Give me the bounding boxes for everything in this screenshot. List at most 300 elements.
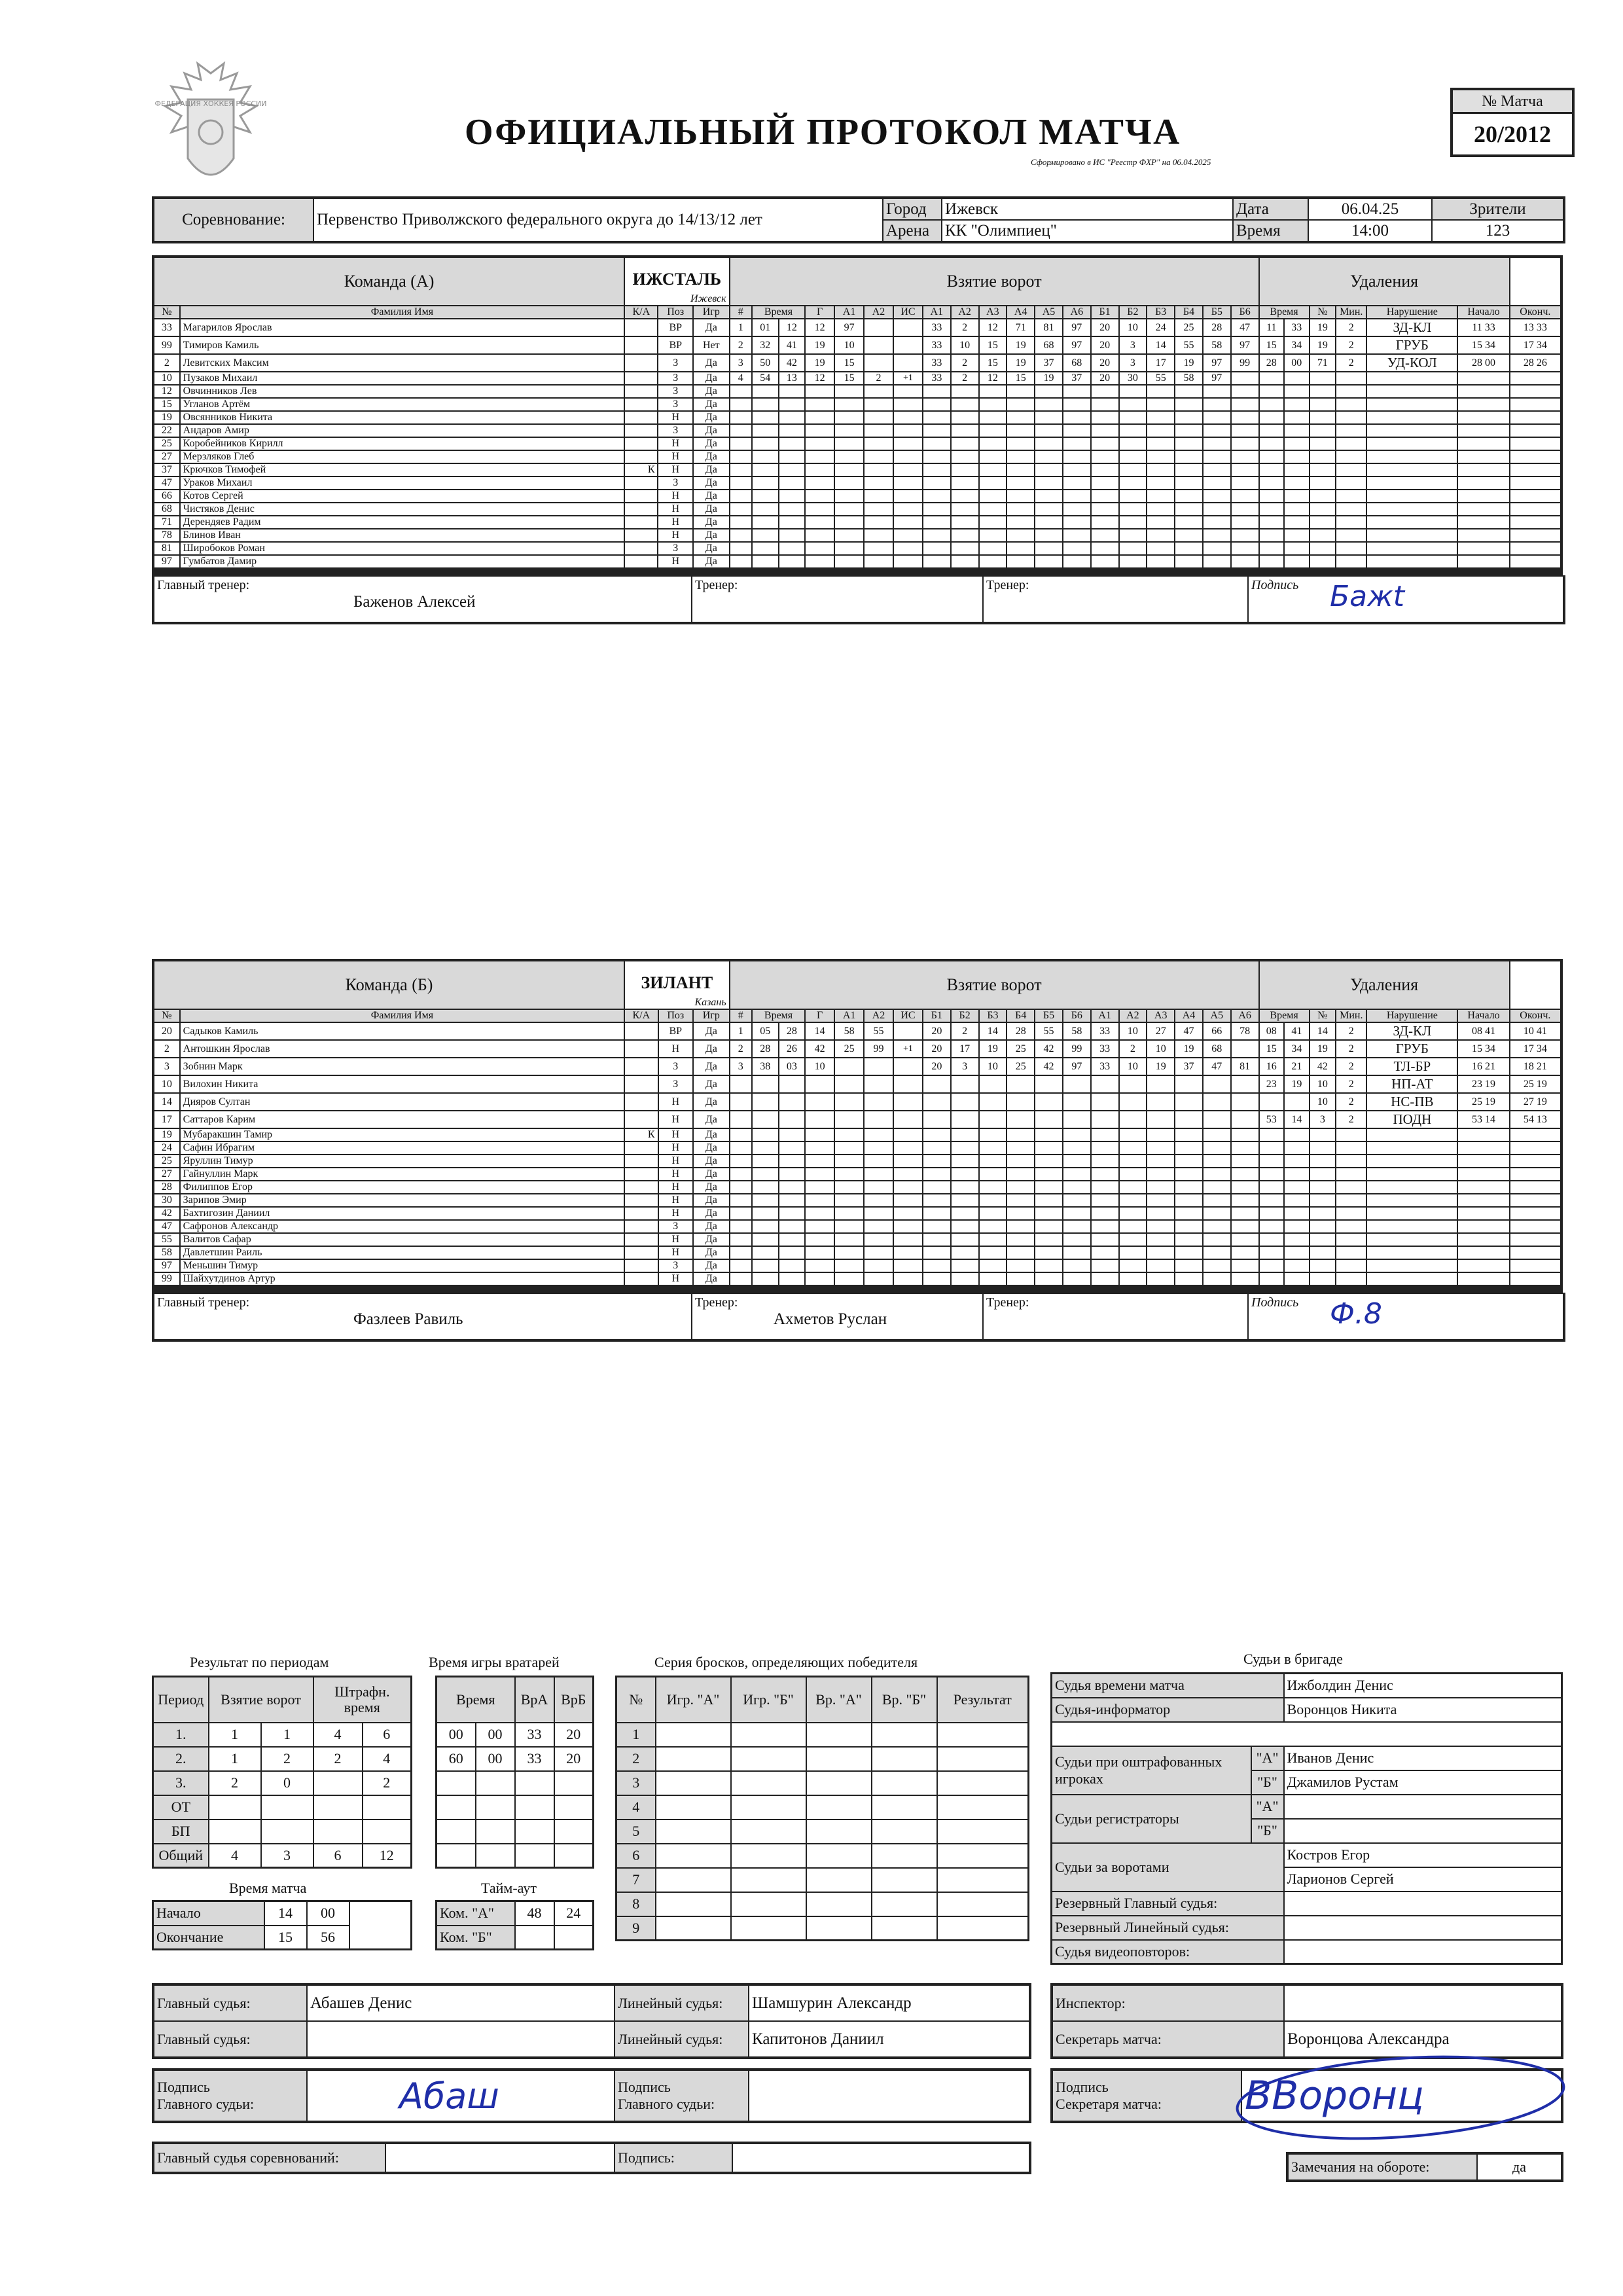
goal-cell (1007, 1155, 1035, 1168)
goal-cell (779, 1289, 806, 1291)
goalie-cell (554, 1771, 594, 1795)
period-cell (313, 1771, 363, 1795)
penalty-cell (1366, 555, 1457, 568)
player-number: 2 (153, 354, 180, 372)
goal-cell: 03 (779, 1058, 806, 1075)
goal-cell (1063, 1207, 1091, 1220)
goal-cell (1063, 385, 1091, 398)
periods-h-period: Период (153, 1677, 209, 1723)
goal-cell (730, 1289, 752, 1291)
goal-cell (1147, 424, 1175, 437)
penalty-cell (1510, 555, 1561, 568)
shootout-cell (806, 1844, 872, 1868)
goal-cell (779, 1207, 806, 1220)
goal-cell: 30 (1119, 372, 1147, 385)
penalty-cell: ТЛ-БР (1366, 1058, 1457, 1075)
goal-cell: 3 (1119, 336, 1147, 354)
periods-h-pen: Штрафн. время (313, 1677, 412, 1723)
goal-cell (1203, 1259, 1231, 1272)
team_b-col-header: Б1 (923, 1009, 951, 1022)
penalty-cell (1366, 463, 1457, 476)
penalty-cell (1457, 1272, 1509, 1285)
goal-cell (1175, 385, 1203, 398)
team_a-head-coach-cell (153, 576, 692, 623)
player-name: Зарипов Эмир (180, 1194, 624, 1207)
player-played: Да (693, 398, 730, 411)
period-cell: 3. (153, 1771, 209, 1795)
timeout-title: Тайм-аут (481, 1880, 537, 1896)
player-name: Сафронов Александр (180, 1220, 624, 1233)
goal-cell (1035, 1093, 1063, 1111)
player-pos: Н (658, 1194, 694, 1207)
player-played: Да (693, 1168, 730, 1181)
player-name: Угланов Артём (180, 398, 624, 411)
penalty-cell (1284, 1289, 1310, 1291)
goalie-cell (515, 1771, 554, 1795)
shootout-h-num: № (616, 1677, 656, 1723)
goal-cell: 2 (951, 354, 979, 372)
penalty-cell (1284, 1168, 1310, 1181)
penalty-cell (1284, 1220, 1310, 1233)
goal-cell (1147, 1220, 1175, 1233)
goal-cell (730, 1194, 752, 1207)
team_a-pen-title: Удаления (1259, 257, 1510, 306)
penalty-cell (1284, 529, 1310, 542)
goal-cell (805, 529, 834, 542)
player-number: 10 (153, 372, 180, 385)
goal-cell (1035, 450, 1063, 463)
penalty-cell (1366, 1259, 1457, 1272)
penalty-cell (1310, 450, 1336, 463)
goal-cell (1007, 503, 1035, 516)
goal-cell (1035, 1155, 1063, 1168)
player-name: Чистяков Денис (180, 503, 624, 516)
goal-cell (864, 336, 893, 354)
goalie-h-b: ВрБ (554, 1677, 594, 1723)
team_a-name: ИЖСТАЛЬ (632, 270, 722, 289)
goal-cell: 12 (805, 319, 834, 336)
goal-cell (1007, 424, 1035, 437)
team_b-row (153, 1207, 1561, 1220)
goal-cell (1147, 1168, 1175, 1181)
team_b-col-header: Время (1259, 1009, 1310, 1022)
goal-cell (1147, 463, 1175, 476)
goal-cell (1119, 1155, 1147, 1168)
goal-cell (1175, 1272, 1203, 1285)
penalty-cell (1457, 1207, 1509, 1220)
goal-cell (1091, 1272, 1119, 1285)
goal-cell (1231, 1155, 1259, 1168)
goal-cell (1063, 450, 1091, 463)
goal-cell (893, 336, 923, 354)
penalty-cell (1284, 1259, 1310, 1272)
team_b-col-header: Б4 (1007, 1009, 1035, 1022)
team_b-col-header: Игр (693, 1009, 730, 1022)
goal-cell (1007, 1181, 1035, 1194)
goal-cell (752, 1111, 779, 1128)
goal-cell (1091, 1289, 1119, 1291)
player-name: Шайхутдинов Артур (180, 1272, 624, 1285)
penalty-cell (1457, 372, 1509, 385)
penalty-cell (1366, 385, 1457, 398)
goal-cell (979, 1194, 1007, 1207)
player-number: 25 (153, 1155, 180, 1168)
team_a-col-header: Поз (658, 306, 693, 319)
period-cell: 1 (261, 1723, 313, 1747)
goal-cell: 20 (1091, 372, 1119, 385)
timeout-table (435, 1900, 594, 1950)
player-pos: Н (658, 1246, 694, 1259)
shootout-cell (937, 1795, 1029, 1820)
res-line-label: Резервный Линейный судья: (1052, 1916, 1284, 1940)
penalty-cell (1510, 490, 1561, 503)
goal-cell (805, 1181, 834, 1194)
penalty-cell (1336, 463, 1366, 476)
goal-cell (834, 424, 864, 437)
player-pos: Н (658, 1040, 694, 1058)
team_a-col-header: Время (752, 306, 805, 319)
player-number: 14 (153, 1093, 180, 1111)
period-cell: 2 (313, 1747, 363, 1771)
shootout-row (616, 1844, 1029, 1868)
goal-cell (1035, 411, 1063, 424)
penalty-cell (1457, 1220, 1509, 1233)
shootout-num: 5 (616, 1820, 656, 1844)
goal-cell: 55 (1175, 336, 1203, 354)
goal-cell (1119, 1181, 1147, 1194)
goal-cell (1063, 542, 1091, 555)
player-number: 97 (153, 555, 180, 568)
goal-cell (752, 385, 779, 398)
goalie-row (437, 1771, 594, 1795)
goal-cell (923, 516, 951, 529)
goal-cell (893, 1058, 923, 1075)
goal-cell (1147, 572, 1175, 574)
player-played: Да (693, 1181, 730, 1194)
penalty-cell (1284, 572, 1310, 574)
player-pos: Н (658, 1168, 694, 1181)
shootout-cell (937, 1820, 1029, 1844)
goal-cell (1175, 1194, 1203, 1207)
team_b-row (153, 1246, 1561, 1259)
goal-cell (923, 385, 951, 398)
goal-cell: 20 (923, 1058, 951, 1075)
penalty-cell: 53 (1259, 1111, 1285, 1128)
goal-cell (805, 1259, 834, 1272)
player-name: Широбоков Роман (180, 542, 624, 555)
player-played: Да (693, 529, 730, 542)
penalty-cell (1366, 503, 1457, 516)
goal-cell (979, 437, 1007, 450)
goal-cell (923, 437, 951, 450)
penalty-cell (1284, 1246, 1310, 1259)
player-pos: Н (658, 1233, 694, 1246)
penalty-cell (1510, 542, 1561, 555)
player-ka (624, 385, 658, 398)
player-number: 27 (153, 1168, 180, 1181)
team_b-row (153, 1040, 1561, 1058)
goal-cell (893, 572, 923, 574)
goal-cell (923, 463, 951, 476)
team_a-row (153, 529, 1561, 542)
penalty-cell: 28 26 (1510, 354, 1561, 372)
goal-cell (834, 503, 864, 516)
goal-cell (1203, 385, 1231, 398)
goalie-cell (515, 1820, 554, 1844)
team_a-head-coach: Баженов Алексей (353, 593, 476, 611)
goal-cell (1147, 1155, 1175, 1168)
player-ka: К (624, 463, 658, 476)
goal-cell (864, 555, 893, 568)
goal-cell (864, 1246, 893, 1259)
team_b-col-header: Б3 (979, 1009, 1007, 1022)
goal-cell (1175, 411, 1203, 424)
goal-cell: 10 (1119, 1022, 1147, 1040)
goal-cell (951, 529, 979, 542)
penalty-cell: 17 34 (1510, 336, 1561, 354)
goal-cell (805, 542, 834, 555)
goal-cell: 37 (1175, 1058, 1203, 1075)
penalty-cell: 13 33 (1510, 319, 1561, 336)
team_a-col-header: # (730, 306, 752, 319)
goal-cell: 55 (1035, 1022, 1063, 1040)
goal-cell (1147, 411, 1175, 424)
goal-cell (834, 1233, 864, 1246)
team_b-row (153, 1141, 1561, 1155)
penalty-cell (1336, 1220, 1366, 1233)
goal-cell (893, 1233, 923, 1246)
goal-cell (730, 516, 752, 529)
goal-cell (951, 424, 979, 437)
penalty-cell (1510, 572, 1561, 574)
goal-cell (893, 319, 923, 336)
goal-cell (1119, 1289, 1147, 1291)
goal-cell (979, 1259, 1007, 1272)
player-name: Мерзляков Глеб (180, 450, 624, 463)
goal-cell (1063, 1246, 1091, 1259)
goal-cell (779, 437, 806, 450)
goal-cell: 19 (1035, 372, 1063, 385)
player-ka (624, 1040, 658, 1058)
goal-cell (834, 1207, 864, 1220)
player-played: Да (693, 1272, 730, 1285)
penalty-cell: 27 19 (1510, 1093, 1561, 1111)
penalty-cell (1284, 411, 1310, 424)
goal-cell (1035, 1111, 1063, 1128)
goal-cell (834, 463, 864, 476)
penalty-cell (1310, 1168, 1336, 1181)
goalie-cell: 00 (476, 1747, 515, 1771)
penalty-cell (1510, 1141, 1561, 1155)
goal-cell (864, 450, 893, 463)
goal-cell (1063, 1141, 1091, 1155)
team_b-row (153, 1111, 1561, 1128)
goal-cell (893, 1168, 923, 1181)
penalty-cell (1366, 1207, 1457, 1220)
goal-cell (1035, 1128, 1063, 1141)
team_b-signature: Ф.8 (1330, 1297, 1382, 1331)
goal-cell (1091, 572, 1119, 574)
penalty-cell: 42 (1310, 1058, 1336, 1075)
penalty-cell: 19 (1284, 1075, 1310, 1093)
goal-cell (1231, 1128, 1259, 1141)
goal-cell (834, 476, 864, 490)
player-ka (624, 1022, 658, 1040)
penalty-cell (1310, 572, 1336, 574)
goal-cell: 50 (752, 354, 779, 372)
player-pos: Н (658, 1272, 694, 1285)
goal-cell: 42 (805, 1040, 834, 1058)
shootout-cell (731, 1771, 806, 1795)
goal-cell (951, 1168, 979, 1181)
penalty-cell (1457, 463, 1509, 476)
shootout-num: 9 (616, 1916, 656, 1941)
team_a-row (153, 398, 1561, 411)
player-name: Мубаракшин Тамир (180, 1128, 624, 1141)
goal-cell (1091, 1194, 1119, 1207)
shootout-num: 7 (616, 1868, 656, 1892)
goal-cell (1147, 1128, 1175, 1141)
goal-cell (805, 463, 834, 476)
team_a-col-header: № (1310, 306, 1336, 319)
goal-cell (730, 424, 752, 437)
penalty-cell (1366, 572, 1457, 574)
penalty-cell (1259, 385, 1285, 398)
goal-cell (779, 398, 806, 411)
goal-cell: 10 (1119, 1058, 1147, 1075)
goal-cell (979, 1233, 1007, 1246)
goal-cell (834, 411, 864, 424)
goal-cell (834, 1272, 864, 1285)
player-ka (624, 398, 658, 411)
goalie-cell: 00 (437, 1723, 476, 1747)
goal-judges-label: Судьи за воротами (1052, 1843, 1284, 1892)
penalty-cell (1284, 503, 1310, 516)
goal-cell (1091, 1181, 1119, 1194)
penalty-cell (1259, 463, 1285, 476)
team-a-section (152, 255, 1565, 624)
team_b-col-header: Б5 (1035, 1009, 1063, 1022)
goal-cell (864, 398, 893, 411)
player-played: Да (693, 476, 730, 490)
goal-cell (730, 1272, 752, 1285)
goal-cell (1035, 424, 1063, 437)
goal-cell (779, 1128, 806, 1141)
goal-cell: 2 (951, 1022, 979, 1040)
player-ka (624, 1220, 658, 1233)
goal-cell (1091, 1141, 1119, 1155)
goal-cell (893, 1246, 923, 1259)
goal-cell (752, 424, 779, 437)
shootout-num: 6 (616, 1844, 656, 1868)
goal-cell (730, 385, 752, 398)
team_b-row (153, 1058, 1561, 1075)
goal-cell: 58 (1063, 1022, 1091, 1040)
video-label: Судья видеоповторов: (1052, 1940, 1284, 1964)
team_a-col-header: ИС (893, 306, 923, 319)
goal-cell (1007, 555, 1035, 568)
goal-cell (1007, 1259, 1035, 1272)
player-number: 2 (153, 1040, 180, 1058)
goal-cell: 15 (979, 336, 1007, 354)
goal-cell (779, 1111, 806, 1128)
goal-cell (864, 1058, 893, 1075)
goal-cell (1231, 1075, 1259, 1093)
player-played: Да (693, 503, 730, 516)
goal-cell: 27 (1147, 1022, 1175, 1040)
player-number: 17 (153, 1111, 180, 1128)
player-name: Гайнуллин Марк (180, 1168, 624, 1181)
goal-cell (805, 1272, 834, 1285)
goal-cell (730, 411, 752, 424)
goal-cell (979, 1289, 1007, 1291)
goal-cell (1035, 1075, 1063, 1093)
team_a-col-header: Мин. (1336, 306, 1366, 319)
periods-h-goals: Взятие ворот (209, 1677, 313, 1723)
goal-cell (779, 1181, 806, 1194)
shootout-cell (656, 1820, 731, 1844)
goal-cell (1175, 1141, 1203, 1155)
period-cell: 2 (261, 1747, 313, 1771)
player-number: 10 (153, 1075, 180, 1093)
penalty-cell (1366, 1272, 1457, 1285)
arena-label: Арена (883, 220, 942, 242)
player-played: Да (693, 424, 730, 437)
shootout-row (616, 1795, 1029, 1820)
penalty-cell: 15 34 (1457, 336, 1509, 354)
player-played: Да (693, 1220, 730, 1233)
goal-cell (1203, 572, 1231, 574)
goal-cell: 33 (1091, 1022, 1119, 1040)
goal-cell (1063, 1155, 1091, 1168)
goal-cell (779, 1246, 806, 1259)
goal-cell (979, 529, 1007, 542)
goal-cell (979, 385, 1007, 398)
goal-cell: 2 (730, 336, 752, 354)
goalie-cell (515, 1844, 554, 1868)
shootout-cell (731, 1723, 806, 1747)
goal-cell: 14 (979, 1022, 1007, 1040)
penalty-cell (1510, 1207, 1561, 1220)
goal-cell (1203, 503, 1231, 516)
penalty-cell (1310, 1259, 1336, 1272)
goal-cell (893, 398, 923, 411)
penalty-cell: 2 (1336, 1040, 1366, 1058)
goal-cell (893, 529, 923, 542)
team_b-col-header: А1 (834, 1009, 864, 1022)
period-cell: 6 (313, 1844, 363, 1868)
goal-cell (834, 555, 864, 568)
timeout-a-ss: 24 (554, 1901, 594, 1926)
goal-cell (1091, 398, 1119, 411)
goal-cell (1035, 1246, 1063, 1259)
penbox-a-value: Иванов Денис (1284, 1746, 1562, 1770)
goal-cell (1007, 572, 1035, 574)
goal-cell: 68 (1063, 354, 1091, 372)
player-played: Да (693, 1022, 730, 1040)
goal-cell (834, 1111, 864, 1128)
penalty-cell: ПОДН (1366, 1111, 1457, 1128)
penalty-cell (1457, 503, 1509, 516)
goal-cell: 3 (730, 354, 752, 372)
goal-cell (752, 1155, 779, 1168)
penalty-cell (1366, 516, 1457, 529)
sig-secretary-signature: ВВоронц (1241, 2070, 1562, 2122)
goal-cell (1119, 516, 1147, 529)
goal-cell: 10 (979, 1058, 1007, 1075)
team_b-row (153, 1220, 1561, 1233)
goal-cell (893, 1272, 923, 1285)
